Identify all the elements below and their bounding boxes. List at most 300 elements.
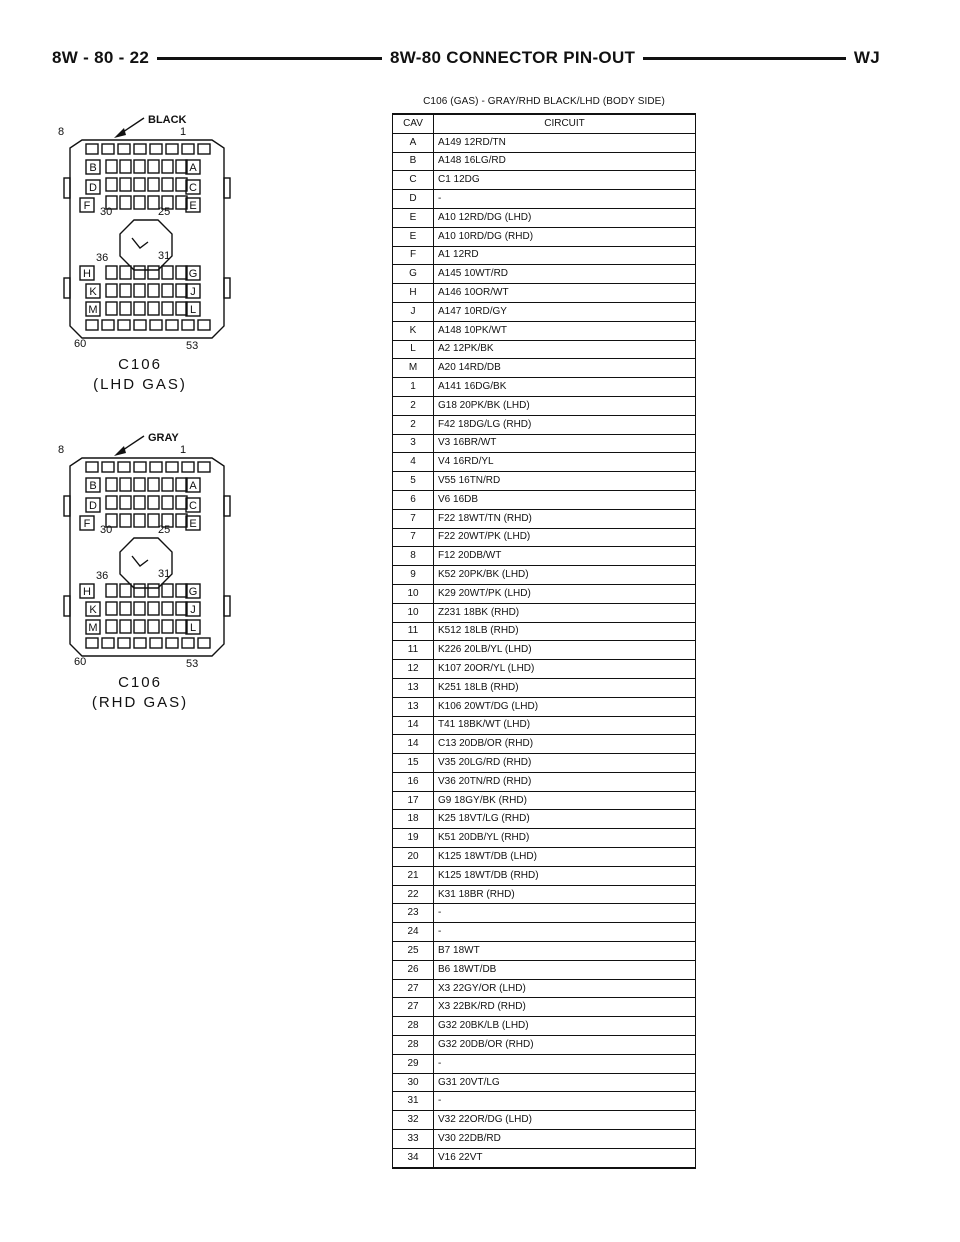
pin-cavity (162, 478, 173, 491)
circuit-cell: X3 22GY/OR (LHD) (434, 979, 696, 998)
cavity-cell: 27 (393, 979, 434, 998)
cavity-cell: 23 (393, 904, 434, 923)
table-row (393, 1092, 696, 1111)
pin-label-1: 1 (180, 444, 187, 456)
cavity-cell: 28 (393, 1036, 434, 1055)
pin-cavity (86, 320, 98, 330)
connector-face-rhd (40, 426, 240, 676)
pin-label-36: 36 (96, 252, 109, 264)
circuit-cell: G31 20VT/LG (434, 1073, 696, 1092)
table-row (393, 697, 696, 716)
side-latch (64, 278, 70, 298)
pin-cavity (120, 284, 131, 297)
connector-title: C106 (118, 356, 162, 373)
cavity-cell: 26 (393, 960, 434, 979)
cavity-cell: B (393, 152, 434, 171)
pin-cavity (106, 620, 117, 633)
pin-cavity (134, 584, 145, 597)
pin-cavity (134, 266, 145, 279)
pin-cavity (106, 602, 117, 615)
circuit-cell: V6 16DB (434, 490, 696, 509)
pin-cavity (162, 584, 173, 597)
circuit-cell: C1 12DG (434, 171, 696, 190)
table-row (393, 434, 696, 453)
pin-cavity (134, 144, 146, 154)
pin-cavity (86, 144, 98, 154)
circuit-cell: K251 18LB (RHD) (434, 678, 696, 697)
table-row (393, 490, 696, 509)
cavity-letter: F (83, 200, 91, 212)
table-row (393, 923, 696, 942)
cavity-cell: 2 (393, 415, 434, 434)
cavity-cell: 34 (393, 1148, 434, 1167)
pin-cavity (106, 496, 117, 509)
pin-cavity (162, 602, 173, 615)
pin-cavity (162, 620, 173, 633)
key-mark (132, 556, 148, 566)
cavity-cell: 20 (393, 848, 434, 867)
pin-cavity (134, 178, 145, 191)
pin-cavity (102, 462, 114, 472)
cavity-cell: F (393, 246, 434, 265)
circuit-cell: A145 10WT/RD (434, 265, 696, 284)
table-row (393, 1036, 696, 1055)
cavity-cell: 10 (393, 603, 434, 622)
circuit-cell: G32 20BK/LB (LHD) (434, 1017, 696, 1036)
cavity-cell: 31 (393, 1092, 434, 1111)
table-row (393, 453, 696, 472)
circuit-cell: K125 18WT/DB (RHD) (434, 866, 696, 885)
cavity-cell: E (393, 227, 434, 246)
pin-cavity (148, 478, 159, 491)
circuit-cell: G18 20PK/BK (LHD) (434, 396, 696, 415)
cavity-cell: G (393, 265, 434, 284)
table-row (393, 133, 696, 152)
pin-cavity (148, 284, 159, 297)
pin-label-31: 31 (158, 568, 171, 580)
pin-label-8: 8 (58, 444, 65, 456)
side-latch (64, 178, 70, 198)
pin-label-60: 60 (74, 338, 87, 350)
pin-cavity (148, 160, 159, 173)
pin-cavity (120, 178, 131, 191)
pin-label-8: 8 (58, 126, 65, 138)
circuit-cell: F22 20WT/PK (LHD) (434, 528, 696, 547)
table-row (393, 885, 696, 904)
pin-cavity (162, 302, 173, 315)
circuit-cell: A149 12RD/TN (434, 133, 696, 152)
circuit-cell: V55 16TN/RD (434, 472, 696, 491)
pin-cavity (148, 178, 159, 191)
pin-label-36: 36 (96, 570, 109, 582)
pin-cavity (198, 320, 210, 330)
cavity-letter: H (83, 586, 91, 598)
octagon-key (120, 220, 172, 270)
cavity-cell: 6 (393, 490, 434, 509)
circuit-cell: A1 12RD (434, 246, 696, 265)
table-row (393, 1017, 696, 1036)
cavity-letter: D (89, 500, 97, 512)
cavity-cell: 7 (393, 509, 434, 528)
circuit-cell: V36 20TN/RD (RHD) (434, 772, 696, 791)
table-row (393, 829, 696, 848)
connector-subtitle: (LHD GAS) (93, 376, 187, 393)
pin-label-30: 30 (100, 206, 113, 218)
pin-cavity (134, 620, 145, 633)
connector-subtitle: (RHD GAS) (91, 694, 189, 711)
cavity-cell: L (393, 340, 434, 359)
circuit-cell: V35 20LG/RD (RHD) (434, 754, 696, 773)
circuit-cell: - (434, 1092, 696, 1111)
circuit-cell: - (434, 1054, 696, 1073)
side-latch (64, 596, 70, 616)
pin-label-60: 60 (74, 656, 87, 668)
pin-label-25: 25 (158, 524, 171, 536)
side-latch (224, 496, 230, 516)
pin-label-30: 30 (100, 524, 113, 536)
pin-cavity (106, 178, 117, 191)
table-body (393, 133, 696, 1167)
circuit-cell: K29 20WT/PK (LHD) (434, 584, 696, 603)
table-row (393, 1073, 696, 1092)
pin-cavity (162, 284, 173, 297)
table-row (393, 1054, 696, 1073)
pin-cavity (106, 302, 117, 315)
cavity-cell: 17 (393, 791, 434, 810)
table-row (393, 584, 696, 603)
pin-cavity (182, 638, 194, 648)
pin-cavity (166, 144, 178, 154)
section-title: 8W-80 CONNECTOR PIN-OUT (382, 46, 643, 70)
table-row (393, 754, 696, 773)
model-code: WJ (846, 46, 880, 70)
table-row (393, 866, 696, 885)
circuit-cell: K25 18VT/LG (RHD) (434, 810, 696, 829)
table-row (393, 1148, 696, 1167)
cavity-cell: 8 (393, 547, 434, 566)
pin-cavity (162, 266, 173, 279)
table-row (393, 547, 696, 566)
cavity-letter: L (189, 304, 197, 316)
circuit-cell: A141 16DG/BK (434, 378, 696, 397)
circuit-cell: F12 20DB/WT (434, 547, 696, 566)
circuit-cell: V16 22VT (434, 1148, 696, 1167)
table-row (393, 678, 696, 697)
table-row (393, 622, 696, 641)
pin-cavity (86, 638, 98, 648)
cavity-letter: A (189, 480, 197, 492)
cavity-cell: 29 (393, 1054, 434, 1073)
cavity-cell: E (393, 208, 434, 227)
pin-cavity (148, 266, 159, 279)
cavity-letter: A (189, 162, 197, 174)
table-row (393, 603, 696, 622)
pin-cavity (134, 302, 145, 315)
circuit-cell: - (434, 904, 696, 923)
cavity-cell: 13 (393, 678, 434, 697)
pin-cavity (162, 178, 173, 191)
circuit-cell: G32 20DB/OR (RHD) (434, 1036, 696, 1055)
cavity-cell: 27 (393, 998, 434, 1017)
cavity-cell: 24 (393, 923, 434, 942)
table-row (393, 509, 696, 528)
wire-color-label: BLACK (148, 114, 187, 126)
table-row (393, 735, 696, 754)
cavity-letter: M (88, 304, 98, 316)
connector-title: C106 (118, 674, 162, 691)
pin-cavity (102, 638, 114, 648)
table-row (393, 378, 696, 397)
table-row (393, 904, 696, 923)
pin-cavity (106, 266, 117, 279)
pin-cavity (120, 584, 131, 597)
table-row (393, 810, 696, 829)
pin-label-31: 31 (158, 250, 171, 262)
pin-cavity (120, 514, 131, 527)
circuit-cell: - (434, 190, 696, 209)
circuit-cell: K107 20OR/YL (LHD) (434, 660, 696, 679)
circuit-cell: X3 22BK/RD (RHD) (434, 998, 696, 1017)
pin-cavity (148, 302, 159, 315)
wire-color-label: GRAY (148, 432, 179, 444)
cavity-cell: A (393, 133, 434, 152)
cavity-cell: 13 (393, 697, 434, 716)
pin-cavity (182, 320, 194, 330)
pin-label-53: 53 (186, 658, 199, 670)
cavity-letter: B (89, 480, 97, 492)
cavity-cell: 21 (393, 866, 434, 885)
pin-cavity (120, 602, 131, 615)
circuit-cell: K52 20PK/BK (LHD) (434, 566, 696, 585)
pin-cavity (102, 320, 114, 330)
cavity-cell: 25 (393, 942, 434, 961)
pin-cavity (86, 462, 98, 472)
pin-cavity (198, 144, 210, 154)
table-row (393, 265, 696, 284)
cavity-cell: 11 (393, 622, 434, 641)
cavity-letter: D (89, 182, 97, 194)
column-header-cav: CAV (393, 114, 434, 133)
side-latch (64, 496, 70, 516)
circuit-cell: A147 10RD/GY (434, 302, 696, 321)
pin-cavity (106, 284, 117, 297)
pin-cavity (182, 144, 194, 154)
cavity-cell: 5 (393, 472, 434, 491)
table-caption: C106 (GAS) - GRAY/RHD BLACK/LHD (BODY SIDE) (423, 96, 665, 107)
table-header-row (393, 114, 696, 133)
circuit-cell: A148 16LG/RD (434, 152, 696, 171)
pin-cavity (134, 196, 145, 209)
cavity-cell: K (393, 321, 434, 340)
pinout-table (392, 113, 696, 1169)
cavity-cell: D (393, 190, 434, 209)
cavity-cell: 22 (393, 885, 434, 904)
table-row (393, 528, 696, 547)
circuit-cell: G9 18GY/BK (RHD) (434, 791, 696, 810)
table-row (393, 415, 696, 434)
pin-label-1: 1 (180, 126, 187, 138)
cavity-cell: H (393, 284, 434, 303)
table-row (393, 302, 696, 321)
cavity-letter: C (189, 500, 197, 512)
circuit-cell: F22 18WT/TN (RHD) (434, 509, 696, 528)
connector-diagram-lhd (40, 108, 240, 398)
table-row (393, 791, 696, 810)
page-header (52, 46, 880, 70)
pin-cavity (148, 620, 159, 633)
leader-arrowhead (114, 128, 126, 138)
cavity-cell: 10 (393, 584, 434, 603)
circuit-cell: T41 18BK/WT (LHD) (434, 716, 696, 735)
circuit-cell: A10 10RD/DG (RHD) (434, 227, 696, 246)
cavity-cell: J (393, 302, 434, 321)
circuit-cell: A148 10PK/WT (434, 321, 696, 340)
connector-face-lhd (40, 108, 240, 358)
pin-cavity (102, 144, 114, 154)
table-row (393, 208, 696, 227)
side-latch (224, 596, 230, 616)
pin-cavity (134, 496, 145, 509)
cavity-cell: 18 (393, 810, 434, 829)
cavity-letter: J (190, 286, 196, 298)
circuit-cell: K51 20DB/YL (RHD) (434, 829, 696, 848)
pin-cavity (148, 584, 159, 597)
pin-cavity (118, 638, 130, 648)
table-row (393, 942, 696, 961)
table-row (393, 641, 696, 660)
pin-cavity (148, 602, 159, 615)
pin-cavity (162, 496, 173, 509)
pin-cavity (106, 160, 117, 173)
cavity-cell: M (393, 359, 434, 378)
cavity-letter: E (189, 518, 197, 530)
pin-cavity (120, 478, 131, 491)
table-row (393, 246, 696, 265)
pin-cavity (150, 462, 162, 472)
cavity-letter: G (188, 586, 198, 598)
column-header-circuit: CIRCUIT (434, 114, 696, 133)
circuit-cell: A20 14RD/DB (434, 359, 696, 378)
cavity-letter: J (190, 604, 196, 616)
pin-cavity (166, 320, 178, 330)
cavity-cell: 14 (393, 716, 434, 735)
circuit-cell: F42 18DG/LG (RHD) (434, 415, 696, 434)
circuit-cell: V4 16RD/YL (434, 453, 696, 472)
cavity-cell: 7 (393, 528, 434, 547)
cavity-letter: B (89, 162, 97, 174)
octagon-key (120, 538, 172, 588)
pin-cavity (134, 514, 145, 527)
cavity-cell: 4 (393, 453, 434, 472)
cavity-cell: 15 (393, 754, 434, 773)
pin-cavity (120, 196, 131, 209)
circuit-cell: K106 20WT/DG (LHD) (434, 697, 696, 716)
cavity-cell: 32 (393, 1111, 434, 1130)
pin-label-53: 53 (186, 340, 199, 352)
circuit-cell: K226 20LB/YL (LHD) (434, 641, 696, 660)
pin-cavity (118, 462, 130, 472)
cavity-letter: H (83, 268, 91, 280)
circuit-cell: V32 22OR/DG (LHD) (434, 1111, 696, 1130)
table-row (393, 359, 696, 378)
table-row (393, 190, 696, 209)
pin-cavity (120, 620, 131, 633)
cavity-cell: 30 (393, 1073, 434, 1092)
cavity-cell: 16 (393, 772, 434, 791)
circuit-cell: A146 10OR/WT (434, 284, 696, 303)
cavity-letter: C (189, 182, 197, 194)
pin-cavity (106, 584, 117, 597)
cavity-cell: 14 (393, 735, 434, 754)
pin-cavity (198, 638, 210, 648)
cavity-cell: 33 (393, 1130, 434, 1149)
table-row (393, 171, 696, 190)
table-row (393, 566, 696, 585)
cavity-cell: 11 (393, 641, 434, 660)
leader-arrowhead (114, 446, 126, 456)
table-row (393, 1111, 696, 1130)
cavity-cell: 2 (393, 396, 434, 415)
page-number: 8W - 80 - 22 (52, 46, 157, 70)
table-row (393, 340, 696, 359)
pin-cavity (118, 320, 130, 330)
cavity-letter: K (89, 286, 97, 298)
pin-cavity (134, 602, 145, 615)
pin-cavity (134, 478, 145, 491)
circuit-cell: C13 20DB/OR (RHD) (434, 735, 696, 754)
table-row (393, 998, 696, 1017)
cavity-letter: G (188, 268, 198, 280)
table-row (393, 472, 696, 491)
pin-cavity (134, 160, 145, 173)
pin-cavity (120, 496, 131, 509)
key-mark (132, 238, 148, 248)
circuit-cell: K31 18BR (RHD) (434, 885, 696, 904)
circuit-cell: K512 18LB (RHD) (434, 622, 696, 641)
circuit-cell: A10 12RD/DG (LHD) (434, 208, 696, 227)
table-row (393, 960, 696, 979)
cavity-letter: L (189, 622, 197, 634)
pin-cavity (198, 462, 210, 472)
table-row (393, 660, 696, 679)
table-row (393, 321, 696, 340)
pin-cavity (120, 160, 131, 173)
cavity-cell: 9 (393, 566, 434, 585)
table-row (393, 716, 696, 735)
pin-cavity (118, 144, 130, 154)
circuit-cell: A2 12PK/BK (434, 340, 696, 359)
pin-cavity (148, 496, 159, 509)
pin-cavity (134, 284, 145, 297)
table-row (393, 227, 696, 246)
circuit-cell: B6 18WT/DB (434, 960, 696, 979)
pin-cavity (120, 266, 131, 279)
circuit-cell: V30 22DB/RD (434, 1130, 696, 1149)
side-latch (224, 278, 230, 298)
circuit-cell: Z231 18BK (RHD) (434, 603, 696, 622)
pin-cavity (150, 144, 162, 154)
pin-cavity (134, 320, 146, 330)
pin-cavity (166, 462, 178, 472)
cavity-letter: K (89, 604, 97, 616)
cavity-cell: 19 (393, 829, 434, 848)
cavity-cell: 12 (393, 660, 434, 679)
pin-label-25: 25 (158, 206, 171, 218)
connector-diagram-rhd (40, 426, 240, 716)
table-row (393, 772, 696, 791)
side-latch (224, 178, 230, 198)
table-row (393, 979, 696, 998)
